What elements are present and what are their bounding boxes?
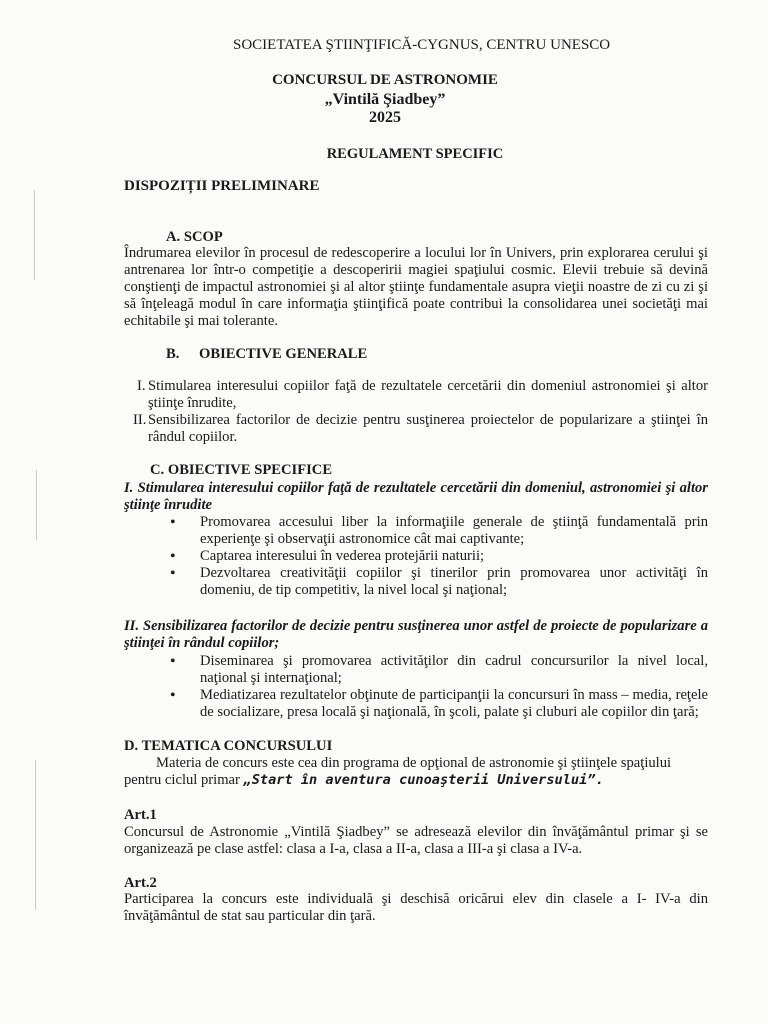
scan-artifact — [35, 760, 36, 910]
scan-artifact — [36, 470, 37, 540]
contest-title: CONCURSUL DE ASTRONOMIE — [272, 72, 498, 88]
list-item: • Dezvoltarea creativităţii copiilor şi tinerilor prin promovarea unor activităţi în domeniu, de tip competitiv, la nivel local şi naţional; — [170, 565, 708, 599]
section-d-line-2: pentru ciclul primar „Start în aventura cunoaşterii Universului”. — [124, 772, 604, 788]
section-b-title: OBIECTIVE GENERALE — [199, 346, 368, 362]
section-a-title: A. SCOP — [166, 229, 223, 245]
society-heading: SOCIETATEA ŞTIINŢIFICĂ-CYGNUS, CENTRU UNESCO — [233, 37, 611, 53]
section-a-text: Îndrumarea elevilor în procesul de redescoperire a locului lor în Univers, prin explorarea cerului şi antrenarea lor într-o competiţie a descoperirii magiei spaţiului cosmic. Elevii trebuie să devină conştienţi de impactul astronomiei şi al altor ştiinţe fundamentale asupra vieţii noastre de zi cu zi şi să înţeleagă modul în care informaţia ştiinţifică poate contribui la consolidarea unei societăţi mai echitabile şi mai tolerante. — [124, 245, 708, 329]
specific-objective-1-list — [170, 514, 708, 599]
art2-title: Art.2 — [124, 875, 157, 891]
contest-year: 2025 — [369, 109, 401, 126]
specific-objective-1-title: I. Stimularea interesului copiilor faţă de rezultatele cercetării din domeniul, astronomiei şi altor ştiinţe înrudite — [124, 480, 708, 513]
regulation-title: REGULAMENT SPECIFIC — [326, 146, 504, 162]
art1-text: Concursul de Astronomie „Vintilă Şiadbey” se adresează elevilor din învăţământul primar şi se organizează pe clase astfel: clasa a I-a, clasa a II-a, clasa a III-a şi clasa a IV-a. — [124, 824, 708, 857]
list-item: • Promovarea accesului liber la informaţiile generale de ştiinţă fundamentală prin experienţe şi observaţii astronomice cât mai captivante; — [170, 514, 708, 548]
art1-title: Art.1 — [124, 807, 157, 823]
objective-number: I. — [137, 378, 146, 394]
curriculum-title: „Start în aventura cunoaşterii Universului”. — [243, 772, 604, 788]
preliminary-heading: DISPOZIȚII PRELIMINARE — [124, 178, 320, 194]
specific-objective-2-list — [170, 653, 708, 721]
list-item: • Diseminarea şi promovarea activităţilor din cadrul concursurilor la nivel local, naţional şi internaţional; — [170, 653, 708, 687]
list-item: • Captarea interesului în vederea protejării naturii; — [170, 548, 708, 565]
general-objective-item: Sensibilizarea factorilor de decizie pentru susţinerea proiectelor de popularizare a ştiinţei în rândul copiilor. — [148, 412, 708, 445]
scan-artifact — [34, 190, 35, 280]
objective-number: II. — [133, 412, 147, 428]
specific-objective-2-title: II. Sensibilizarea factorilor de decizie pentru susţinerea unor astfel de proiecte de popularizare a ştiinţei în rândul copiilor; — [124, 618, 708, 651]
section-b-letter: B. — [166, 346, 180, 362]
section-c-title: C. OBIECTIVE SPECIFICE — [150, 462, 333, 478]
section-d-line-1: Materia de concurs este cea din programa de opţional de astronomie şi ştiinţele spaţiului — [156, 755, 672, 771]
general-objective-item: Stimularea interesului copiilor faţă de rezultatele cercetării din domeniul astronomiei şi altor ştiinţe înrudite, — [148, 378, 708, 411]
art2-text: Participarea la concurs este individuală şi deschisă oricărui elev din clasele a I- IV-a din învăţământul de stat sau particular din ţară. — [124, 891, 708, 924]
contest-name: „Vintilă Şiadbey” — [324, 91, 446, 108]
section-d-title: D. TEMATICA CONCURSULUI — [124, 738, 333, 754]
list-item: • Mediatizarea rezultatelor obţinute de participanţii la concursuri în mass – media, reţele de socializare, presa locală şi naţională, în şcoli, palate şi cluburi ale copiilor din ţară; — [170, 687, 708, 721]
